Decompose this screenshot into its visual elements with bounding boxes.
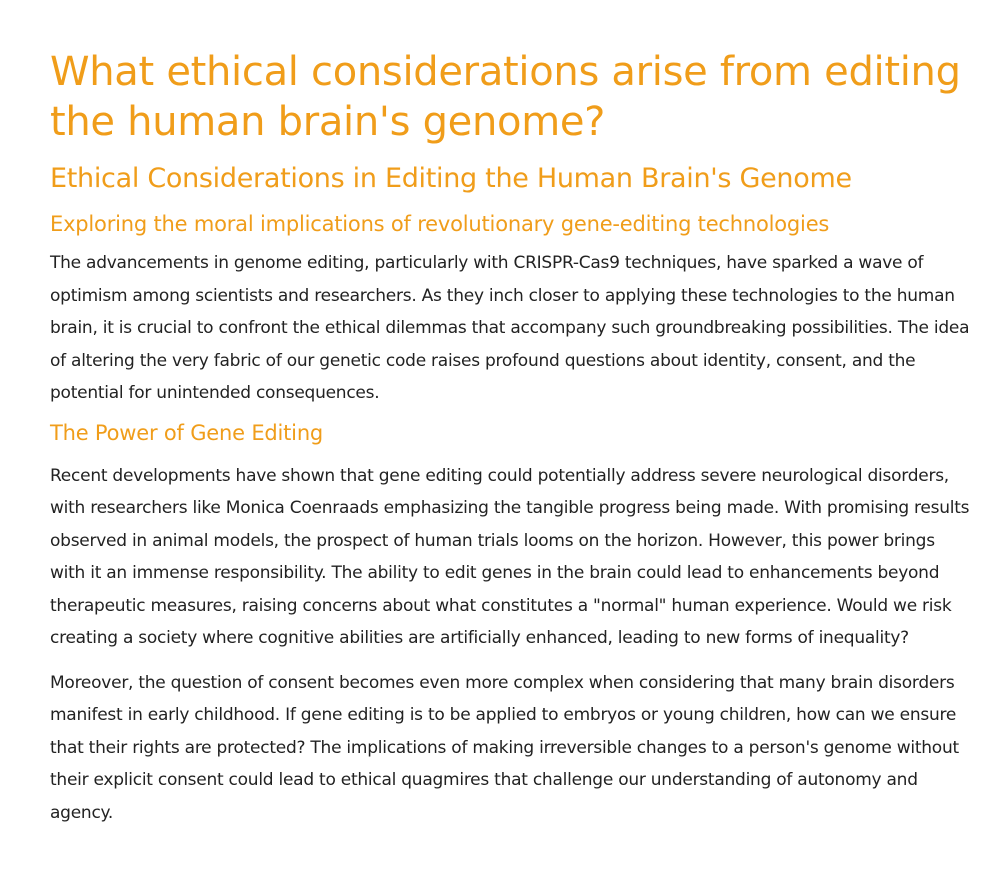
section-power-of-gene-editing bbox=[50, 418, 975, 830]
article-tagline: Exploring the moral implications of revolutionary gene-editing technologies bbox=[50, 212, 830, 236]
section-paragraph: Recent developments have shown that gene editing could potentially address severe neurological disorders, with researchers like Monica Coenraads emphasizing the tangible progress being made. With promising results observed in animal models, the prospect of human trials looms on the horizon. However, this power brings with it an immense responsibility. The ability to edit genes in the brain could lead to enhancements beyond therapeutic measures, raising concerns about what constitutes a "normal" human experience. Would we risk creating a society where cognitive abilities are artificially enhanced, leading to new forms of inequality? bbox=[50, 465, 970, 648]
section-heading: The Power of Gene Editing bbox=[50, 420, 324, 445]
intro-paragraph: The advancements in genome editing, particularly with CRISPR-Cas9 techniques, have sparked a wave of optimism among scientists and researchers. As they inch closer to applying these technologies to the human brain, it is crucial to confront the ethical dilemmas that accompany such groundbreaking possibilities. The idea of altering the very fabric of our genetic code raises profound questions about identity, consent, and the potential for unintended consequences. bbox=[50, 253, 970, 403]
article-subtitle: Ethical Considerations in Editing the Human Brain's Genome bbox=[50, 163, 852, 194]
section-paragraph: Moreover, the question of consent becomes even more complex when considering that many brain disorders manifest in early childhood. If gene editing is to be applied to embryos or young children, how can we ensure that their rights are protected? The implications of making irreversible changes to a person's genome without their explicit consent could lead to ethical quagmires that challenge our understanding of autonomy and agency. bbox=[50, 672, 959, 823]
page-title: What ethical considerations arise from editing the human brain's genome? bbox=[50, 49, 961, 145]
